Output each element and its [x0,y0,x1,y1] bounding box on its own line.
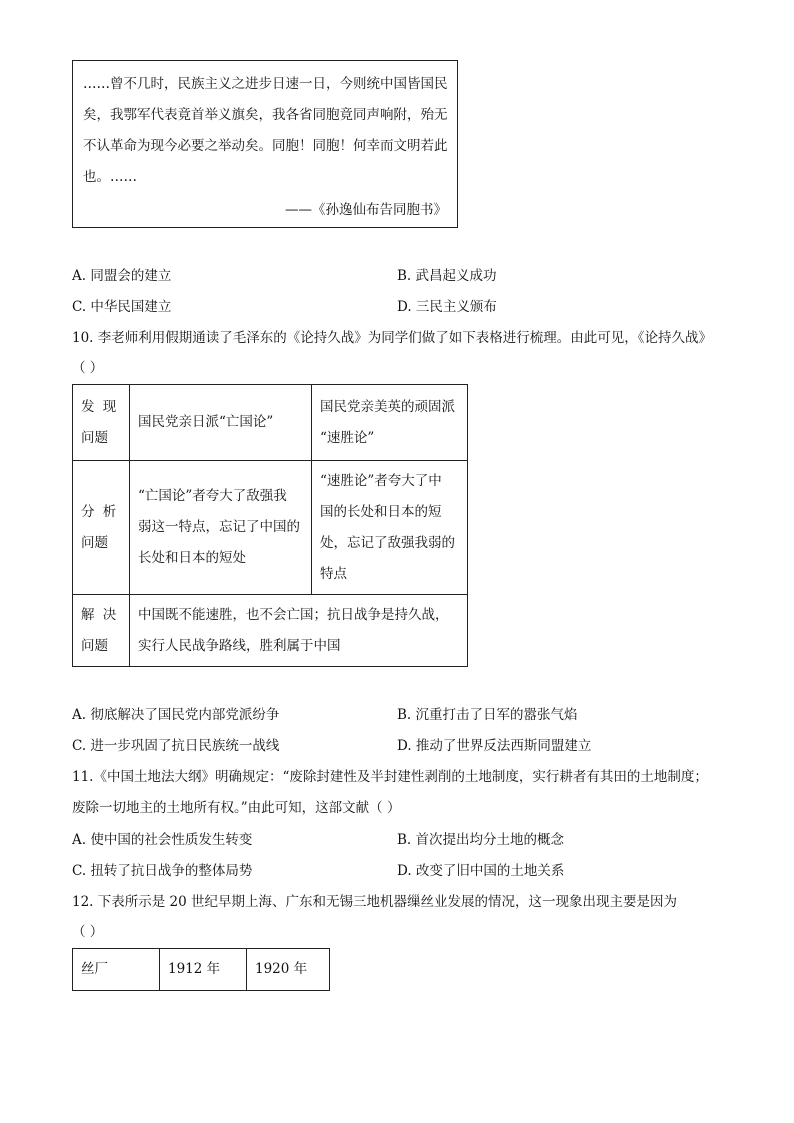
q10-option-d[interactable]: D. 推动了世界反法西斯同盟建立 [397,738,592,754]
q10-table [72,384,468,667]
quote-line: 也。…… [83,169,137,185]
q11-option-b[interactable]: B. 首次提出均分土地的概念 [397,832,565,848]
cell-text: 国的长处和日本的短 [320,503,442,520]
q10-stem: 10. 李老师利用假期通读了毛泽东的《论持久战》为同学们做了如下表格进行梳理。由此可见，《论持久战》 [72,330,713,346]
table-cell [130,461,312,595]
table-cell [73,595,130,667]
cell-text: 国民党亲日派“亡国论” [138,414,274,430]
table-header-cell: 1920 年 [247,949,330,991]
q12-stem: 12. 下表所示是 20 世纪早期上海、广东和无锡三地机器缫丝业发展的情况，这一现象出现主要是因为 [72,894,678,910]
cell-text: “亡国论”者夸大了敌强我 [138,488,287,504]
table-cell [130,595,468,667]
quote-line: ……曾不几时，民族主义之进步日速一日，今则统中国皆国民 [83,76,448,92]
q9-option-b[interactable]: B. 武昌起义成功 [397,268,497,284]
cell-text: 弱这一特点，忘记了中国的 [138,519,300,535]
q10-option-b[interactable]: B. 沉重打击了日军的嚣张气焰 [397,707,578,723]
q9-option-a[interactable]: A. 同盟会的建立 [72,268,172,284]
row-label: 问题 [81,429,108,446]
cell-text: 中国既不能速胜，也不会亡国；抗日战争是持久战， [138,606,449,623]
q11-option-a[interactable]: A. 使中国的社会性质发生转变 [72,832,253,848]
table-header-cell: 1912 年 [160,949,247,991]
q10-option-c[interactable]: C. 进一步巩固了抗日民族统一战线 [72,738,280,754]
q12-answer-blank: （ ） [72,924,104,940]
q12-table [72,948,330,991]
table-cell [73,461,130,595]
table-cell [130,385,312,461]
cell-text: 实行人民战争路线，胜利属于中国 [138,637,341,654]
cell-text: “速胜论” [320,429,375,446]
q9-option-c[interactable]: C. 中华民国建立 [72,299,172,315]
q11-stem: 11.《中国土地法大纲》明确规定：“废除封建性及半封建性剥削的土地制度，实行耕者有其田的土地制度； [72,769,708,785]
table-cell [312,461,468,595]
q10-option-a[interactable]: A. 彻底解决了国民党内部党派纷争 [72,707,280,723]
quote-source: ——《孙逸仙布告同胞书》 [285,202,447,218]
row-label: 解 决 [81,606,119,623]
row-label: 分 析 [81,503,119,520]
quote-line: 不认革命为现今必要之举动矣。同胞！同胞！何幸而文明若此 [83,138,448,154]
table-cell [73,385,130,461]
table-cell [312,385,468,461]
row-label: 问题 [81,534,108,551]
cell-text: 国民党亲美英的顽固派 [320,398,455,415]
table-header-cell: 丝厂 [73,949,160,991]
q9-option-d[interactable]: D. 三民主义颁布 [397,299,497,315]
q11-option-c[interactable]: C. 扭转了抗日战争的整体局势 [72,863,253,879]
q11-option-d[interactable]: D. 改变了旧中国的土地关系 [397,863,565,879]
cell-text: “速胜论”者夸大了中 [320,472,442,489]
row-label: 问题 [81,637,108,654]
q10-answer-blank: （ ） [72,360,104,376]
q11-stem-cont: 废除一切地主的土地所有权。”由此可知，这部文献（ ） [72,800,401,816]
cell-text: 特点 [320,565,347,582]
quote-line: 矣，我鄂军代表竟首举义旗矣，我各省同胞竟同声响附，殆无 [83,107,448,123]
cell-text: 处，忘记了敌强我弱的 [320,534,455,551]
quote-box [72,60,458,228]
cell-text: 长处和日本的短处 [138,550,246,566]
row-label: 发 现 [81,398,119,415]
